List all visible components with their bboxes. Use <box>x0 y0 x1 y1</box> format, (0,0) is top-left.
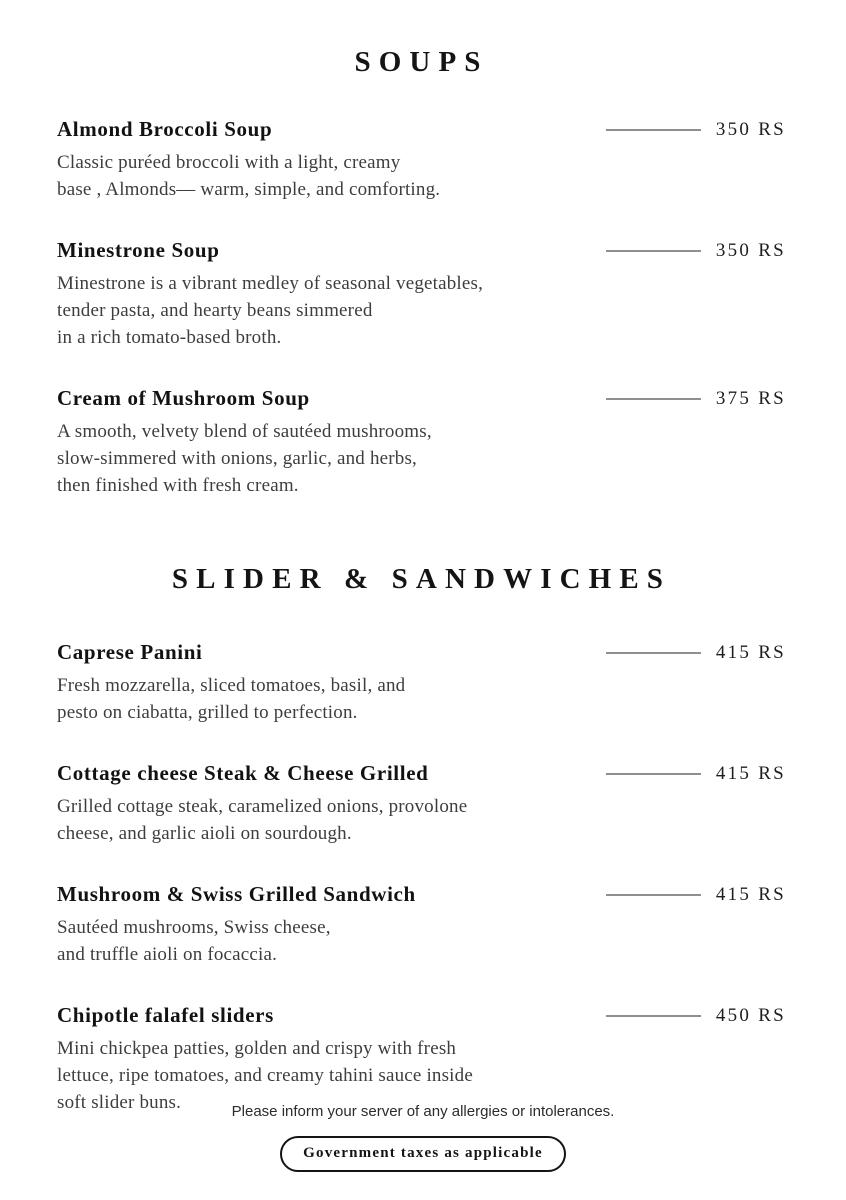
item-description <box>57 672 786 726</box>
item-header <box>57 761 786 786</box>
section-title: SOUPS <box>354 46 489 78</box>
item-description-line: Classic puréed broccoli with a light, creamy <box>57 152 401 173</box>
item-price: 350 RS <box>715 239 786 261</box>
item-description <box>57 793 786 847</box>
menu-item <box>57 117 786 203</box>
item-description-line: lettuce, ripe tomatoes, and creamy tahini sauce inside <box>57 1065 473 1086</box>
item-name: Caprese Panini <box>57 640 203 664</box>
item-description-line: Minestrone is a vibrant medley of seasonal vegetables, <box>57 273 484 294</box>
menu-item <box>57 238 786 351</box>
menu-item <box>57 386 786 499</box>
item-description-line: Sautéed mushrooms, Swiss cheese, <box>57 917 331 938</box>
item-name: Minestrone Soup <box>57 238 220 262</box>
section-title: SLIDER & SANDWICHES <box>171 563 672 595</box>
menu-item <box>57 882 786 968</box>
menu-item <box>57 640 786 726</box>
tax-badge: Government taxes as applicable <box>280 1136 566 1172</box>
item-description-line: tender pasta, and hearty beans simmered <box>57 300 373 321</box>
item-price: 415 RS <box>715 883 786 905</box>
item-description-line: cheese, and garlic aioli on sourdough. <box>57 823 352 844</box>
item-description-line: Mini chickpea patties, golden and crispy with fresh <box>57 1038 457 1059</box>
section-items <box>57 117 786 499</box>
menu-item <box>57 1003 786 1116</box>
item-name: Chipotle falafel sliders <box>57 1003 274 1027</box>
item-price: 350 RS <box>715 118 786 140</box>
price-rule-line <box>606 1015 701 1017</box>
item-name: Almond Broccoli Soup <box>57 117 273 141</box>
price-rule-line <box>606 652 701 654</box>
price-group <box>606 1005 786 1027</box>
price-rule-line <box>606 894 701 896</box>
item-description-line: Grilled cottage steak, caramelized onions, provolone <box>57 796 468 817</box>
menu-item <box>57 761 786 847</box>
menu-section <box>57 46 786 499</box>
item-header <box>57 386 786 411</box>
item-description-line: slow-simmered with onions, garlic, and herbs, <box>57 448 417 469</box>
price-group <box>606 642 786 664</box>
item-description-line: soft slider buns. <box>57 1092 182 1113</box>
price-rule-line <box>606 398 701 400</box>
section-items <box>57 640 786 1116</box>
item-price: 415 RS <box>715 641 786 663</box>
item-name: Mushroom & Swiss Grilled Sandwich <box>57 882 416 906</box>
item-description <box>57 914 786 968</box>
page-footer <box>0 1103 846 1172</box>
price-group <box>606 388 786 410</box>
item-description-line: and truffle aioli on focaccia. <box>57 944 278 965</box>
item-header <box>57 640 786 665</box>
item-name: Cottage cheese Steak & Cheese Grilled <box>57 761 429 785</box>
item-description <box>57 149 786 203</box>
price-rule-line <box>606 773 701 775</box>
item-header <box>57 882 786 907</box>
item-description-line: Fresh mozzarella, sliced tomatoes, basil, and <box>57 675 406 696</box>
item-price: 415 RS <box>715 762 786 784</box>
price-group <box>606 763 786 785</box>
allergy-note: Please inform your server of any allergies or intolerances. <box>231 1103 615 1120</box>
item-description <box>57 418 786 499</box>
item-description-line: in a rich tomato-based broth. <box>57 327 282 348</box>
item-header <box>57 238 786 263</box>
item-description-line: then finished with fresh cream. <box>57 475 299 496</box>
menu-sections <box>57 46 786 1116</box>
item-description-line: pesto on ciabatta, grilled to perfection. <box>57 702 358 723</box>
item-price: 375 RS <box>715 387 786 409</box>
item-name: Cream of Mushroom Soup <box>57 386 310 410</box>
item-description-line: A smooth, velvety blend of sautéed mushrooms, <box>57 421 432 442</box>
item-header <box>57 1003 786 1028</box>
price-rule-line <box>606 250 701 252</box>
item-description-line: base , Almonds— warm, simple, and comforting. <box>57 179 441 200</box>
item-price: 450 RS <box>715 1004 786 1026</box>
item-header <box>57 117 786 142</box>
price-group <box>606 240 786 262</box>
item-description <box>57 270 786 351</box>
menu-section <box>57 563 786 1116</box>
price-group <box>606 119 786 141</box>
price-group <box>606 884 786 906</box>
price-rule-line <box>606 129 701 131</box>
